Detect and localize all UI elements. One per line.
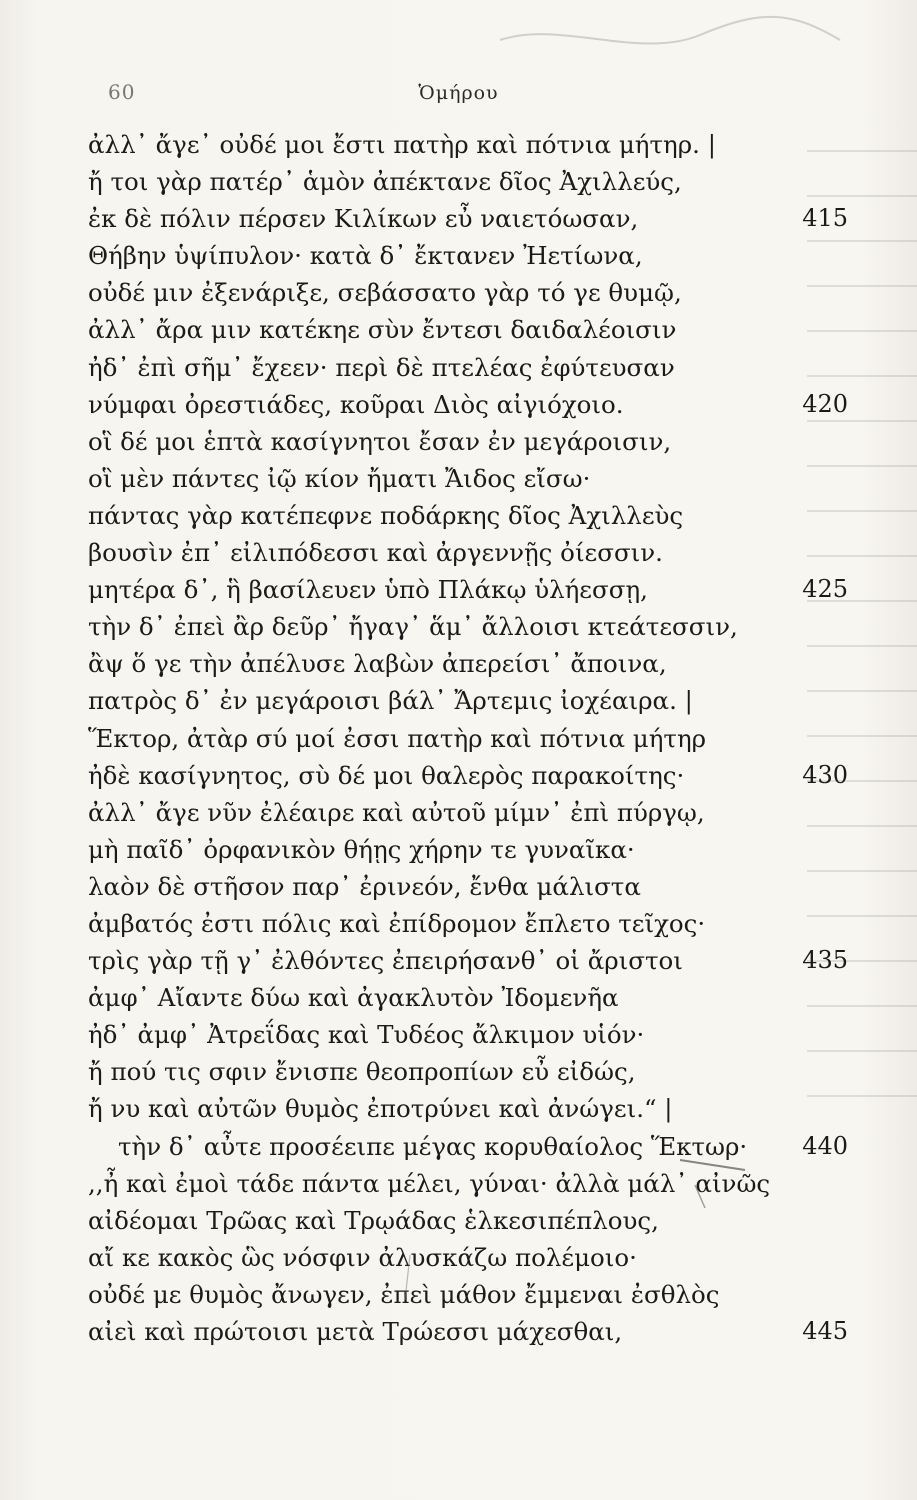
verse-line <box>88 905 848 942</box>
verse-text: τρὶς γὰρ τῇ γ᾽ ἐλθόντες ἐπειρήσανθ᾽ οἱ ἄριστοι <box>88 946 683 976</box>
verse-line <box>88 757 848 794</box>
verse-line <box>88 237 848 274</box>
verse-line <box>88 1053 848 1090</box>
verse-text: νύμφαι ὀρεστιάδες, κοῦραι Διὸς αἰγιόχοιο. <box>88 389 624 419</box>
verse-line <box>88 1239 848 1276</box>
verse-line <box>88 942 848 979</box>
verse-line <box>88 126 848 163</box>
verse-text: Θήβην ὑψίπυλον· κατὰ δ᾽ ἔκτανεν Ἠετίωνα, <box>88 241 643 271</box>
line-number: 415 <box>802 204 848 233</box>
verse-text: μητέρα δ᾽, ἣ βασίλευεν ὑπὸ Πλάκῳ ὑλήεσσῃ, <box>88 575 648 605</box>
verse-text: ἤ νυ καὶ αὐτῶν θυμὸς ἐποτρύνει καὶ ἀνώγει.“ | <box>88 1094 673 1124</box>
verse-line <box>88 423 848 460</box>
verse-text: ἤ πού τις σφιν ἔνισπε θεοπροπίων εὖ εἰδώς, <box>88 1057 636 1087</box>
verse-line <box>88 534 848 571</box>
line-number: 440 <box>802 1131 848 1160</box>
verse-line <box>88 163 848 200</box>
verse-text: ἤ τοι γὰρ πατέρ᾽ ἁμὸν ἀπέκτανε δῖος Ἀχιλλεύς, <box>88 167 682 197</box>
verse-line <box>88 274 848 311</box>
verse-text: ,,ἦ καὶ ἐμοὶ τάδε πάντα μέλει, γύναι· ἀλλὰ μάλ᾽ αἰνῶς <box>88 1168 771 1198</box>
verse-text: αἴ κε κακὸς ὣς νόσφιν ἀλυσκάζω πολέμοιο· <box>88 1242 637 1272</box>
verse-text: αἰδέομαι Τρῶας καὶ Τρῳάδας ἑλκεσιπέπλους, <box>88 1205 659 1235</box>
verse-line <box>88 1090 848 1127</box>
verse-text: πατρὸς δ᾽ ἐν μεγάροισι βάλ᾽ Ἄρτεμις ἰοχέαιρα. | <box>88 686 693 716</box>
verse-text: οὐδέ με θυμὸς ἄνωγεν, ἐπεὶ μάθον ἔμμεναι ἐσθλὸς <box>88 1279 720 1309</box>
verse-line <box>88 682 848 719</box>
verse-line <box>88 1128 848 1165</box>
verse-line <box>88 311 848 348</box>
verse-line <box>88 794 848 831</box>
verse-text: βουσὶν ἐπ᾽ εἰλιπόδεσσι καὶ ἀργεννῇς ὀίεσσιν. <box>88 538 663 568</box>
line-number: 420 <box>802 389 848 418</box>
line-number: 430 <box>802 760 848 789</box>
verse-text: ἠδ᾽ ἐπὶ σῆμ᾽ ἔχεεν· περὶ δὲ πτελέας ἐφύτευσαν <box>88 352 675 382</box>
pencil-scribble <box>500 17 840 44</box>
verse-line <box>88 645 848 682</box>
verse-text: ἀλλ᾽ ἄγε νῦν ἐλέαιρε καὶ αὐτοῦ μίμν᾽ ἐπὶ πύργῳ, <box>88 797 705 827</box>
verse-text: οἳ μὲν πάντες ἰῷ κίον ἤματι Ἄιδος εἴσω· <box>88 463 591 493</box>
line-number: 445 <box>802 1317 848 1345</box>
verse-text: ἠδὲ κασίγνητος, σὺ δέ μοι θαλερὸς παρακοίτης· <box>88 760 685 790</box>
verse-line <box>88 868 848 905</box>
verse-text: ἀλλ᾽ ἄρα μιν κατέκηε σὺν ἔντεσι δαιδαλέοισιν <box>88 315 677 345</box>
line-number: 425 <box>802 575 848 604</box>
verse-text: αἰεὶ καὶ πρώτοισι μετὰ Τρώεσσι μάχεσθαι, <box>88 1317 623 1346</box>
verse-text: Ἕκτορ, ἀτὰρ σύ μοί ἐσσι πατὴρ καὶ πότνια μήτηρ <box>88 723 707 753</box>
verse-text: ἂψ ὅ γε τὴν ἀπέλυσε λαβὼν ἀπερείσι᾽ ἄποινα, <box>88 649 667 679</box>
verse-text: λαὸν δὲ στῆσον παρ᾽ ἐρινεόν, ἔνθα μάλιστα <box>88 871 641 901</box>
verse-text: οὐδέ μιν ἐξενάριξε, σεβάσσατο γὰρ τό γε θυμῷ, <box>88 278 682 308</box>
verse-line <box>88 1165 848 1202</box>
verse-line <box>88 497 848 534</box>
verse-text: τὴν δ᾽ αὖτε προσέειπε μέγας κορυθαίολος Ἕκτωρ· <box>118 1131 748 1161</box>
verse-line <box>88 349 848 386</box>
verse-line <box>88 460 848 497</box>
verse-text: ἐκ δὲ πόλιν πέρσεν Κιλίκων εὖ ναιετόωσαν, <box>88 204 639 234</box>
verse-line <box>88 720 848 757</box>
verse-line <box>88 386 848 423</box>
running-title: Ὁμήρου <box>418 82 499 104</box>
verse-line <box>88 200 848 237</box>
line-number: 435 <box>802 946 848 975</box>
verse-text: ἠδ᾽ ἀμφ᾽ Ἀτρεΐδας καὶ Τυδέος ἄλκιμον υἱόν· <box>88 1020 645 1050</box>
verse-text: πάντας γὰρ κατέπεφνε ποδάρκης δῖος Ἀχιλλεὺς <box>88 500 684 530</box>
verse-text: ἀμφ᾽ Αἴαντε δύω καὶ ἀγακλυτὸν Ἰδομενῆα <box>88 983 619 1013</box>
verse-block <box>88 126 848 1350</box>
verse-line <box>88 831 848 868</box>
verse-text: ἀλλ᾽ ἄγε᾽ οὐδέ μοι ἔστι πατὴρ καὶ πότνια μήτηρ. | <box>88 130 716 159</box>
verse-text: μὴ παῖδ᾽ ὀρφανικὸν θήῃς χήρην τε γυναῖκα· <box>88 834 635 864</box>
verse-line <box>88 1313 848 1350</box>
verse-line <box>88 571 848 608</box>
verse-line <box>88 608 848 645</box>
page-number: 60 <box>108 80 136 104</box>
verse-line <box>88 1016 848 1053</box>
verse-text: ἀμβατός ἐστι πόλις καὶ ἐπίδρομον ἔπλετο τεῖχος· <box>88 908 706 938</box>
verse-text: οἳ δέ μοι ἑπτὰ κασίγνητοι ἔσαν ἐν μεγάροισιν, <box>88 426 672 456</box>
verse-line <box>88 1202 848 1239</box>
verse-line <box>88 979 848 1016</box>
verse-line <box>88 1276 848 1313</box>
verse-text: τὴν δ᾽ ἐπεὶ ἂρ δεῦρ᾽ ἤγαγ᾽ ἅμ᾽ ἄλλοισι κτεάτεσσιν, <box>88 612 738 642</box>
